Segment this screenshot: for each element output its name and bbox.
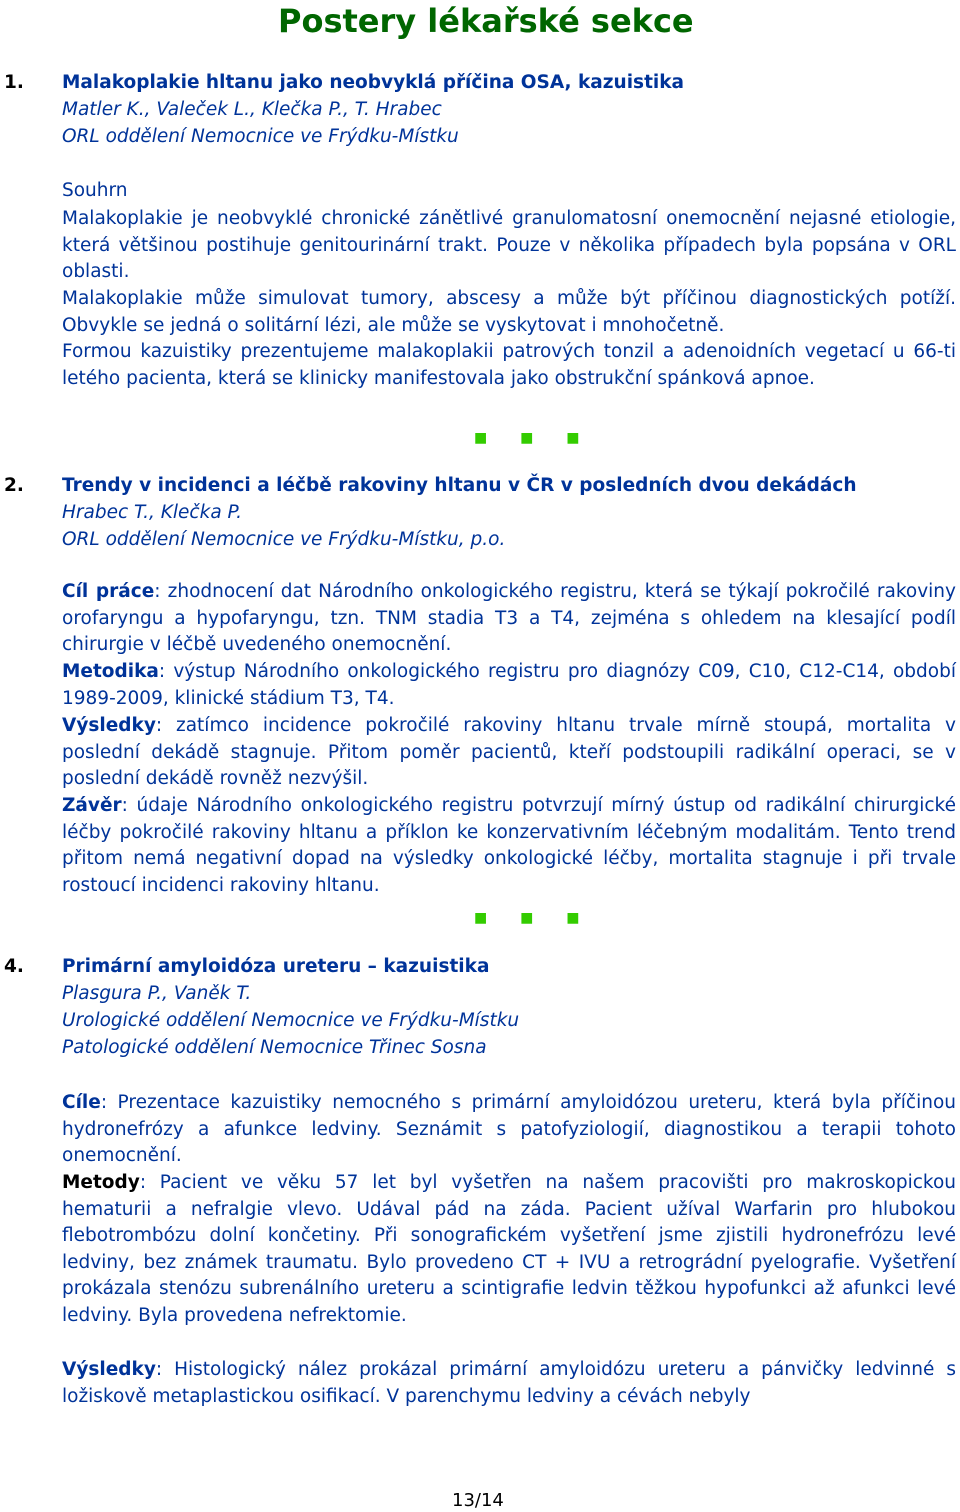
- section-4-aims: [62, 1090, 956, 1170]
- section-4-title: Primární amyloidóza ureteru – kazuistika: [62, 956, 490, 977]
- methods-text: : Pacient ve věku 57 let byl vyšetřen na našem pracovišti pro makroskopickou hematurii a nefralgie vlevo. Udával pád na záda. Pacient užíval Warfarin pro hlubokou flebotrombózu dolní končetiny. Při sonografickém vyšetření jsme zjistili hydronefrózu levé ledviny, bez známek traumatu. Bylo provedeno CT + IVU a retrográdní pyelografie. Vyšetření prokázala stenózu subrenálního ureteru a scintigrafie ledvin těžkou hypofunkci až afunkci levé ledviny. Byla provedena nefrektomie.: [62, 1172, 956, 1326]
- section-separator: ■ ■ ■: [474, 430, 594, 446]
- section-4-methods: [62, 1170, 956, 1330]
- methods-label: Metodika: [62, 661, 159, 682]
- section-1-number: 1.: [4, 72, 24, 93]
- section-1-title: Malakoplakie hltanu jako neobvyklá příčina OSA, kazuistika: [62, 72, 685, 93]
- aim-label: Cíl práce: [62, 581, 155, 602]
- section-2-conclusion: [62, 793, 956, 899]
- page-title: Postery lékařské sekce: [278, 2, 694, 40]
- section-4-department-1: Urologické oddělení Nemocnice ve Frýdku-Místku: [62, 1010, 520, 1031]
- section-4-authors: Plasgura P., Vaněk T.: [62, 983, 252, 1004]
- section-2-title: Trendy v incidenci a léčbě rakoviny hltanu v ČR v posledních dvou dekádách: [62, 475, 857, 496]
- aim-text: : zhodnocení dat Národního onkologického registru, která se týkají pokročilé rakoviny orofaryngu a hypofaryngu, tzn. TNM stadia T3 a T4, zejména s ohledem na klesající podíl chirurgie v léčbě uvedeného onemocnění.: [62, 581, 956, 656]
- section-2-methods: [62, 659, 956, 712]
- page-number: 13/14: [452, 1490, 504, 1511]
- section-1-paragraph-1: Malakoplakie je neobvyklé chronické zánětlivé granulomatosní onemocnění nejasné etiologie, která většinou postihuje genitourinární trakt. Pouze v několika případech byla popsána v ORL oblasti.: [62, 208, 956, 283]
- section-1-paragraph-2: Malakoplakie může simulovat tumory, abscesy a může být příčinou diagnostických potíží. Obvykle se jedná o solitární lézi, ale může se vyskytovat i mnohočetně.: [62, 288, 956, 336]
- results-label: Výsledky: [62, 1359, 156, 1380]
- section-1-department: ORL oddělení Nemocnice ve Frýdku-Místku: [62, 126, 459, 147]
- methods-label: Metody: [62, 1172, 140, 1193]
- section-1-paragraph-3: Formou kazuistiky prezentujeme malakoplakii patrových tonzil a adenoidních vegetací u 66-ti letého pacienta, která se klinicky manifestovala jako obstrukční spánková apnoe.: [62, 341, 956, 389]
- results-label: Výsledky: [62, 715, 156, 736]
- aims-label: Cíle: [62, 1092, 101, 1113]
- methods-text: : výstup Národního onkologického registru pro diagnózy C09, C10, C12-C14, období 1989-2009, klinické stádium T3, T4.: [62, 661, 956, 709]
- aims-text: : Prezentace kazuistiky nemocného s primární amyloidózou ureteru, která byla příčinou hydronefrózy a afunkce ledviny. Seznámit s patofyziologií, diagnostikou a terapii tohoto onemocnění.: [62, 1092, 956, 1167]
- section-2-number: 2.: [4, 475, 24, 496]
- results-text: : Histologický nález prokázal primární amyloidózu ureteru a pánvičky ledvinné s ložiskově metaplastickou osifikací. V parenchymu ledviny a cévách nebyly: [62, 1359, 956, 1407]
- conclusion-label: Závěr: [62, 795, 122, 816]
- section-4-results: [62, 1357, 956, 1410]
- section-1-authors: Matler K., Valeček L., Klečka P., T. Hrabec: [62, 99, 442, 120]
- section-2-results: [62, 713, 956, 793]
- section-1-summary-heading: Souhrn: [62, 180, 128, 201]
- results-text: : zatímco incidence pokročilé rakoviny hltanu trvale mírně stoupá, mortalita v poslední dekádě stagnuje. Přitom poměr pacientů, kteří podstoupili radikální operaci, se v poslední dekádě rovněž nezvýšil.: [62, 715, 956, 790]
- section-2-aim: [62, 579, 956, 659]
- section-2-department: ORL oddělení Nemocnice ve Frýdku-Místku, p.o.: [62, 529, 506, 550]
- section-4-number: 4.: [4, 956, 24, 977]
- section-separator: ■ ■ ■: [474, 910, 594, 926]
- section-4-department-2: Patologické oddělení Nemocnice Třinec Sosna: [62, 1037, 487, 1058]
- conclusion-text: : údaje Národního onkologického registru potvrzují mírný ústup od radikální chirurgické léčby pokročilé rakoviny hltanu a příklon ke konzervativním léčebným modalitám. Tento trend přitom nemá negativní dopad na výsledky onkologické léčby, mortalita stagnuje i při trvale rostoucí incidenci rakoviny hltanu.: [62, 795, 956, 896]
- section-2-authors: Hrabec T., Klečka P.: [62, 502, 243, 523]
